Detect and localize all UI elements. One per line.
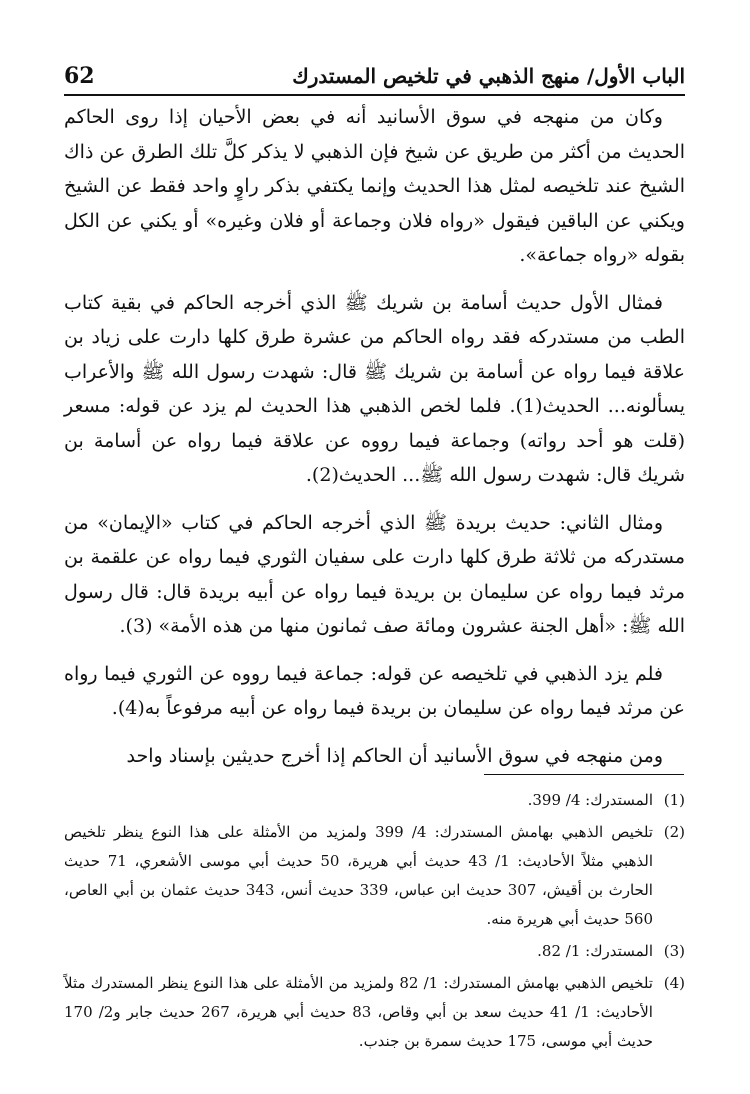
chapter-title: الباب الأول/ منهج الذهبي في تلخيص المستدرك — [292, 64, 685, 88]
footnote — [64, 937, 685, 966]
footnote-number: (2) — [663, 823, 685, 841]
running-header — [64, 40, 685, 96]
footnote — [64, 786, 685, 815]
paragraph: فمثال الأول حديث أسامة بن شريك ﷺ الذي أخرجه الحاكم في بقية كتاب الطب من مستدركه فقد رواه الحاكم من عشرة طرق كلها دارت على زياد بن علاقة فيما رواه عن أسامة بن شريك ﷺ قال: شهدت رسول الله ﷺ والأعراب يسألونه... الحديث(1). فلما لخص الذهبي هذا الحديث لم يزد عن قوله: مسعر (قلت هو أحد رواته) وجماعة فيما رووه عن علاقة فيما رواه عن أسامة بن شريك قال: شهدت رسول الله ﷺ... الحديث(2). — [64, 291, 685, 486]
paragraph: ومن منهجه في سوق الأسانيد أن الحاكم إذا أخرج حديثين بإسناد واحد — [126, 744, 663, 767]
footnote-text: تلخيص الذهبي بهامش المستدرك: 4/ 399 ولمزيد من الأمثلة على هذا النوع ينظر تلخيص الذهبي مثلاً الأحاديث: 1/ 43 حديث أبي هريرة، 50 حديث أبي موسى الأشعري، 71 حديث الحارث بن أقيش، 307 حديث ابن عباس، 339 حديث أنس، 343 حديث عثمان بن أبي العاص، 560 حديث أبي هريرة منه. — [64, 823, 653, 928]
footnote — [64, 969, 685, 1056]
footnote-text: المستدرك: 1/ 82. — [537, 942, 653, 960]
paragraph: ومثال الثاني: حديث بريدة ﷺ الذي أخرجه الحاكم في كتاب «الإيمان» من مستدركه من ثلاثة طرق كلها دارت على سفيان الثوري فيما رواه عن علقمة بن مرثد فيما رواه عن سليمان بن بريدة فيما رواه عن أبيه بريدة قال: قال رسول الله ﷺ: «أهل الجنة عشرون ومائة صف ثمانون منها من هذه الأمة» (3). — [64, 511, 685, 637]
paragraph: فلم يزد الذهبي في تلخيصه عن قوله: جماعة فيما رووه عن الثوري فيما رواه عن مرثد فيما رواه عن سليمان بن بريدة فيما رواه عن أبيه مرفوعاً به(4). — [64, 662, 685, 719]
footnotes — [64, 786, 685, 1059]
paragraph: وكان من منهجه في سوق الأسانيد أنه في بعض الأحيان إذا روى الحاكم الحديث من أكثر من طريق عن شيخ فإن الذهبي لا يذكر كلَّ تلك الطرق عن ذاك الشيخ عند تلخيصه لمثل هذا الحديث وإنما يكتفي بذكر راوٍ واحد فقط عن الشيخ ويكني عن الباقين فيقول «رواه فلان وجماعة أو فلان وغيره» أو يكني عن الكل بقوله «رواه جماعة». — [64, 106, 685, 266]
footnote-separator — [484, 774, 684, 775]
footnote-number: (3) — [663, 942, 685, 960]
page-number: 62 — [64, 63, 95, 89]
footnote — [64, 818, 685, 934]
footnote-number: (4) — [663, 974, 685, 992]
footnote-text: المستدرك: 4/ 399. — [527, 791, 653, 809]
footnote-number: (1) — [663, 791, 685, 809]
main-text — [64, 100, 685, 786]
footnote-text: تلخيص الذهبي بهامش المستدرك: 1/ 82 ولمزيد من الأمثلة على هذا النوع ينظر المستدرك مثلاً الأحاديث: 1/ 41 حديث سعد بن أبي وقاص، 83 حديث أبي هريرة، 267 حديث جابر و2/ 170 حديث أبي موسى، 175 حديث سمرة بن جندب. — [64, 974, 653, 1050]
